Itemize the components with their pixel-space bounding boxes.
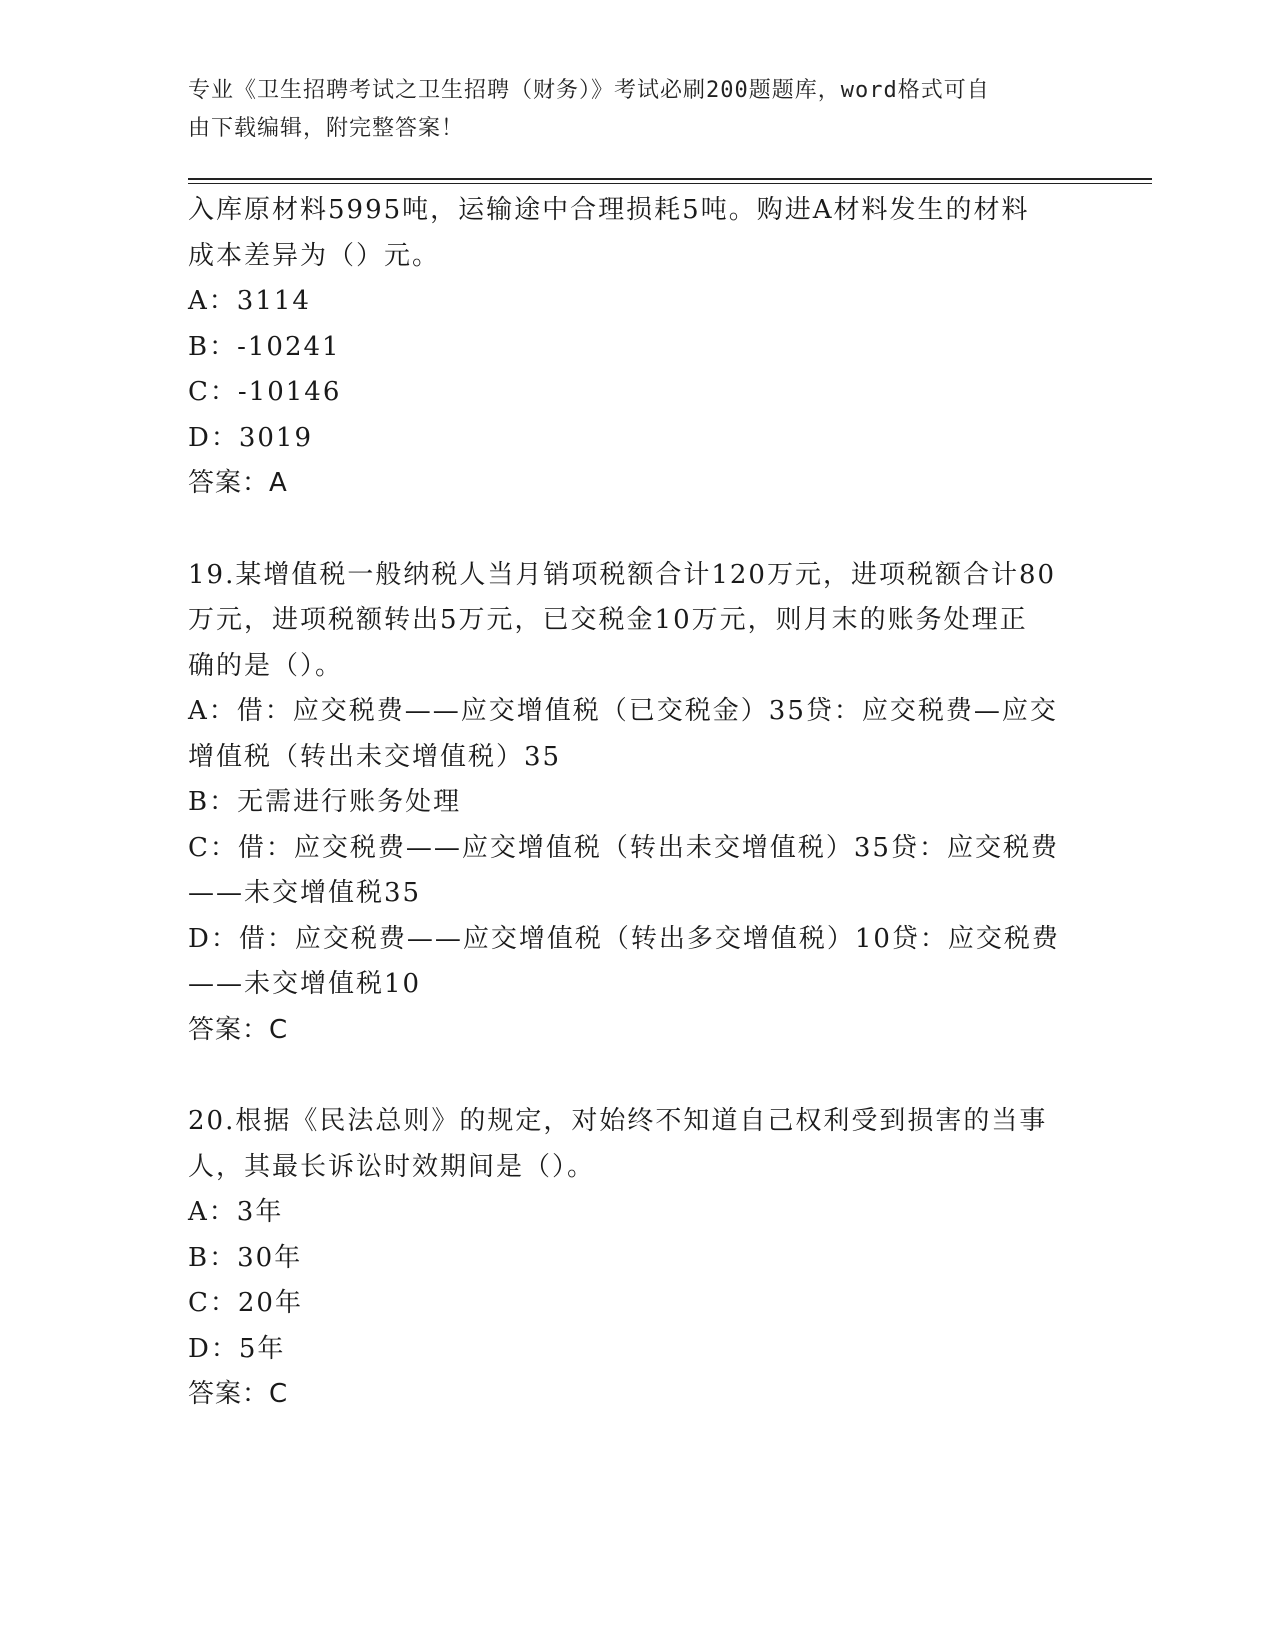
question-19 [188,553,1088,1054]
question-stem-line: 入库原材料5995吨，运输途中合理损耗5吨。购进A材料发生的材料 [188,195,1030,225]
header-line-1: 专业《卫生招聘考试之卫生招聘（财务）》考试必刷200题题库，word格式可自 [188,78,990,103]
header-rule-thin [188,183,1152,184]
option-c-continued: ——未交增值税35 [188,878,422,908]
option-b: B：-10241 [188,331,341,362]
option-a: A：3年 [188,1197,284,1227]
option-a: A：3114 [188,286,311,316]
answer: 答案：A [188,468,288,498]
question-stem-line: 确的是（）。 [188,650,344,681]
option-c: C：20年 [188,1288,303,1318]
header-rule-thick [188,178,1152,180]
header-line-2: 由下载编辑，附完整答案！ [188,116,465,141]
question-18 [188,188,1088,507]
question-stem-line: 20.根据《民法总则》的规定，对始终不知道自己权利受到损害的当事 [188,1106,1048,1136]
spacer [188,1053,1088,1099]
document-header [188,72,1068,148]
spacer [188,507,1088,553]
option-d: D：5年 [188,1333,286,1364]
option-d-continued: ——未交增值税10 [188,969,422,999]
question-stem-line: 成本差异为（）元。 [188,240,441,271]
question-stem-line: 人，其最长诉讼时效期间是（）。 [188,1151,596,1182]
option-d: D：借：应交税费——应交增值税（转出多交增值税）10贷：应交税费 [188,923,1060,954]
option-c: C：借：应交税费——应交增值税（转出未交增值税）35贷：应交税费 [188,832,1059,863]
option-d: D：3019 [188,422,314,453]
answer: 答案：C [188,1379,289,1409]
question-stem-line: 万元，进项税额转出5万元，已交税金10万元，则月末的账务处理正 [188,605,1028,635]
question-20 [188,1099,1088,1418]
answer: 答案：C [188,1014,289,1045]
document-body [188,188,1088,1418]
question-stem-line: 19.某增值税一般纳税人当月销项税额合计120万元，进项税额合计80 [188,559,1057,590]
option-a: A：借：应交税费——应交增值税（已交税金）35贷：应交税费—应交 [188,696,1058,726]
option-c: C：-10146 [188,377,342,407]
option-a-continued: 增值税（转出未交增值税）35 [188,741,562,772]
option-b: B：无需进行账务处理 [188,787,462,817]
option-b: B：30年 [188,1242,303,1273]
